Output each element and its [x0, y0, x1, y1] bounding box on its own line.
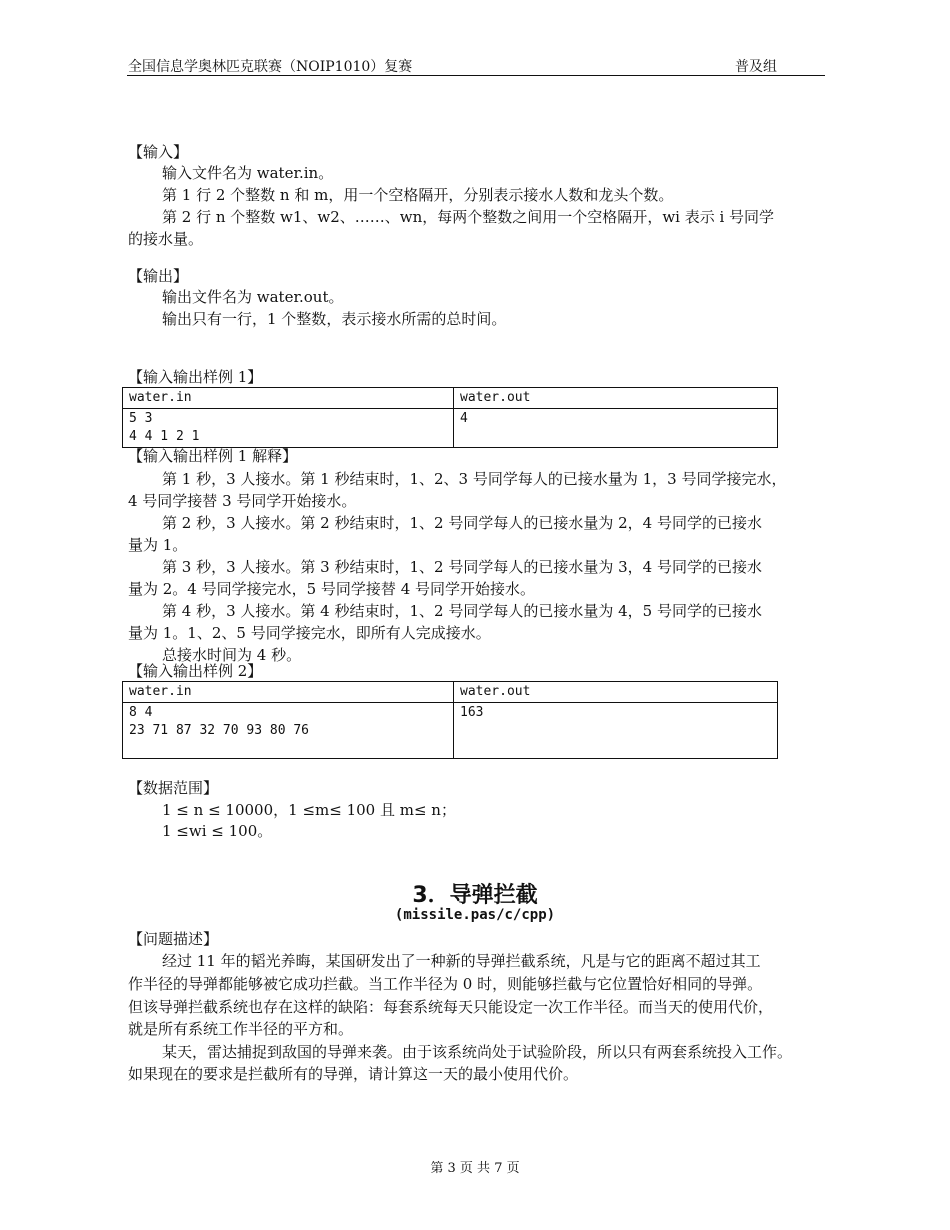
- explain-line-4: 量为 1。: [128, 536, 188, 554]
- sample1-in-line-1: 5 3: [129, 411, 153, 426]
- explain-line-6: 量为 2。4 号同学接完水，5 号同学接替 4 号同学开始接水。: [128, 580, 536, 598]
- input-line-4: 的接水量。: [128, 230, 204, 248]
- header-group: 普及组: [735, 59, 777, 75]
- sample2-in-header: water.in: [123, 682, 454, 703]
- sample1-in-line-2: 4 4 1 2 1: [129, 429, 200, 444]
- range-heading: 【数据范围】: [128, 779, 219, 797]
- table-row: [123, 388, 778, 409]
- sample1-table: [122, 387, 778, 448]
- problem-line-6: 如果现在的要求是拦截所有的导弹，请计算这一天的最小使用代价。: [128, 1065, 579, 1083]
- table-row: [123, 703, 778, 759]
- problem-line-2: 作半径的导弹都能够被它成功拦截。当工作半径为 0 时，则能够拦截与它位置恰好相同的导弹。: [128, 975, 763, 993]
- table-row: [123, 409, 778, 448]
- input-heading: 【输入】: [128, 143, 189, 161]
- problem-line-3: 但该导弹拦截系统也存在这样的缺陷：每套系统每天只能设定一次工作半径。而当天的使用代价，: [128, 998, 774, 1016]
- sample2-out-line-1: 163: [460, 705, 484, 720]
- sample1-heading: 【输入输出样例 1】: [128, 368, 263, 386]
- sample2-out-header: water.out: [454, 682, 778, 703]
- table-row: [123, 682, 778, 703]
- output-line-2: 输出只有一行，1 个整数，表示接水所需的总时间。: [162, 310, 507, 328]
- input-line-3: 第 2 行 n 个整数 w1、w2、……、wn，每两个整数之间用一个空格隔开，wi 表示 i 号同学: [162, 208, 775, 226]
- sample1-out-header: water.out: [454, 388, 778, 409]
- explain-line-1: 第 1 秒，3 人接水。第 1 秒结束时，1、2、3 号同学每人的已接水量为 1，3 号同学接完水，: [162, 470, 787, 488]
- problem-line-1: 经过 11 年的韬光养晦，某国研发出了一种新的导弹拦截系统，凡是与它的距离不超过其工: [162, 952, 761, 970]
- problem-heading: 【问题描述】: [128, 930, 219, 948]
- input-line-1: 输入文件名为 water.in。: [162, 164, 334, 182]
- explain-line-7: 第 4 秒，3 人接水。第 4 秒结束时，1、2 号同学每人的已接水量为 4，5 号同学的已接水: [162, 602, 762, 620]
- explain-heading: 【输入输出样例 1 解释】: [128, 447, 298, 465]
- header-divider: [127, 75, 825, 76]
- explain-line-9: 总接水时间为 4 秒。: [162, 646, 302, 664]
- range-line-2: 1 ≤wi ≤ 100。: [162, 822, 273, 840]
- problem-line-4: 就是所有系统工作半径的平方和。: [128, 1020, 354, 1038]
- explain-line-3: 第 2 秒，3 人接水。第 2 秒结束时，1、2 号同学每人的已接水量为 2，4 号同学的已接水: [162, 514, 762, 532]
- sample2-in-line-1: 8 4: [129, 705, 153, 720]
- sample1-in-cell: [123, 409, 454, 448]
- sample2-in-cell: [123, 703, 454, 759]
- problem-title: 3．导弹拦截: [412, 883, 538, 908]
- explain-line-2: 4 号同学接替 3 号同学开始接水。: [128, 492, 357, 510]
- sample2-out-cell: [454, 703, 778, 759]
- output-line-1: 输出文件名为 water.out。: [162, 288, 344, 306]
- sample2-in-line-2: 23 71 87 32 70 93 80 76: [129, 723, 310, 738]
- problem-subtitle: (missile.pas/c/cpp): [394, 907, 556, 923]
- problem-line-5: 某天，雷达捕捉到敌国的导弹来袭。由于该系统尚处于试验阶段，所以只有两套系统投入工作。: [162, 1043, 793, 1061]
- sample1-out-line-1: 4: [460, 411, 468, 426]
- range-line-1: 1 ≤ n ≤ 10000，1 ≤m≤ 100 且 m≤ n；: [162, 801, 456, 819]
- input-line-2: 第 1 行 2 个整数 n 和 m，用一个空格隔开，分别表示接水人数和龙头个数。: [162, 186, 674, 204]
- sample2-heading: 【输入输出样例 2】: [128, 662, 263, 680]
- explain-line-8: 量为 1。1、2、5 号同学接完水，即所有人完成接水。: [128, 624, 491, 642]
- page-number: 第 3 页 共 7 页: [430, 1161, 520, 1176]
- output-heading: 【输出】: [128, 267, 189, 285]
- sample1-out-cell: [454, 409, 778, 448]
- header-title: 全国信息学奥林匹克联赛（NOIP1010）复赛: [128, 59, 413, 75]
- sample2-table: [122, 681, 778, 759]
- explain-line-5: 第 3 秒，3 人接水。第 3 秒结束时，1、2 号同学每人的已接水量为 3，4 号同学的已接水: [162, 558, 762, 576]
- sample1-in-header: water.in: [123, 388, 454, 409]
